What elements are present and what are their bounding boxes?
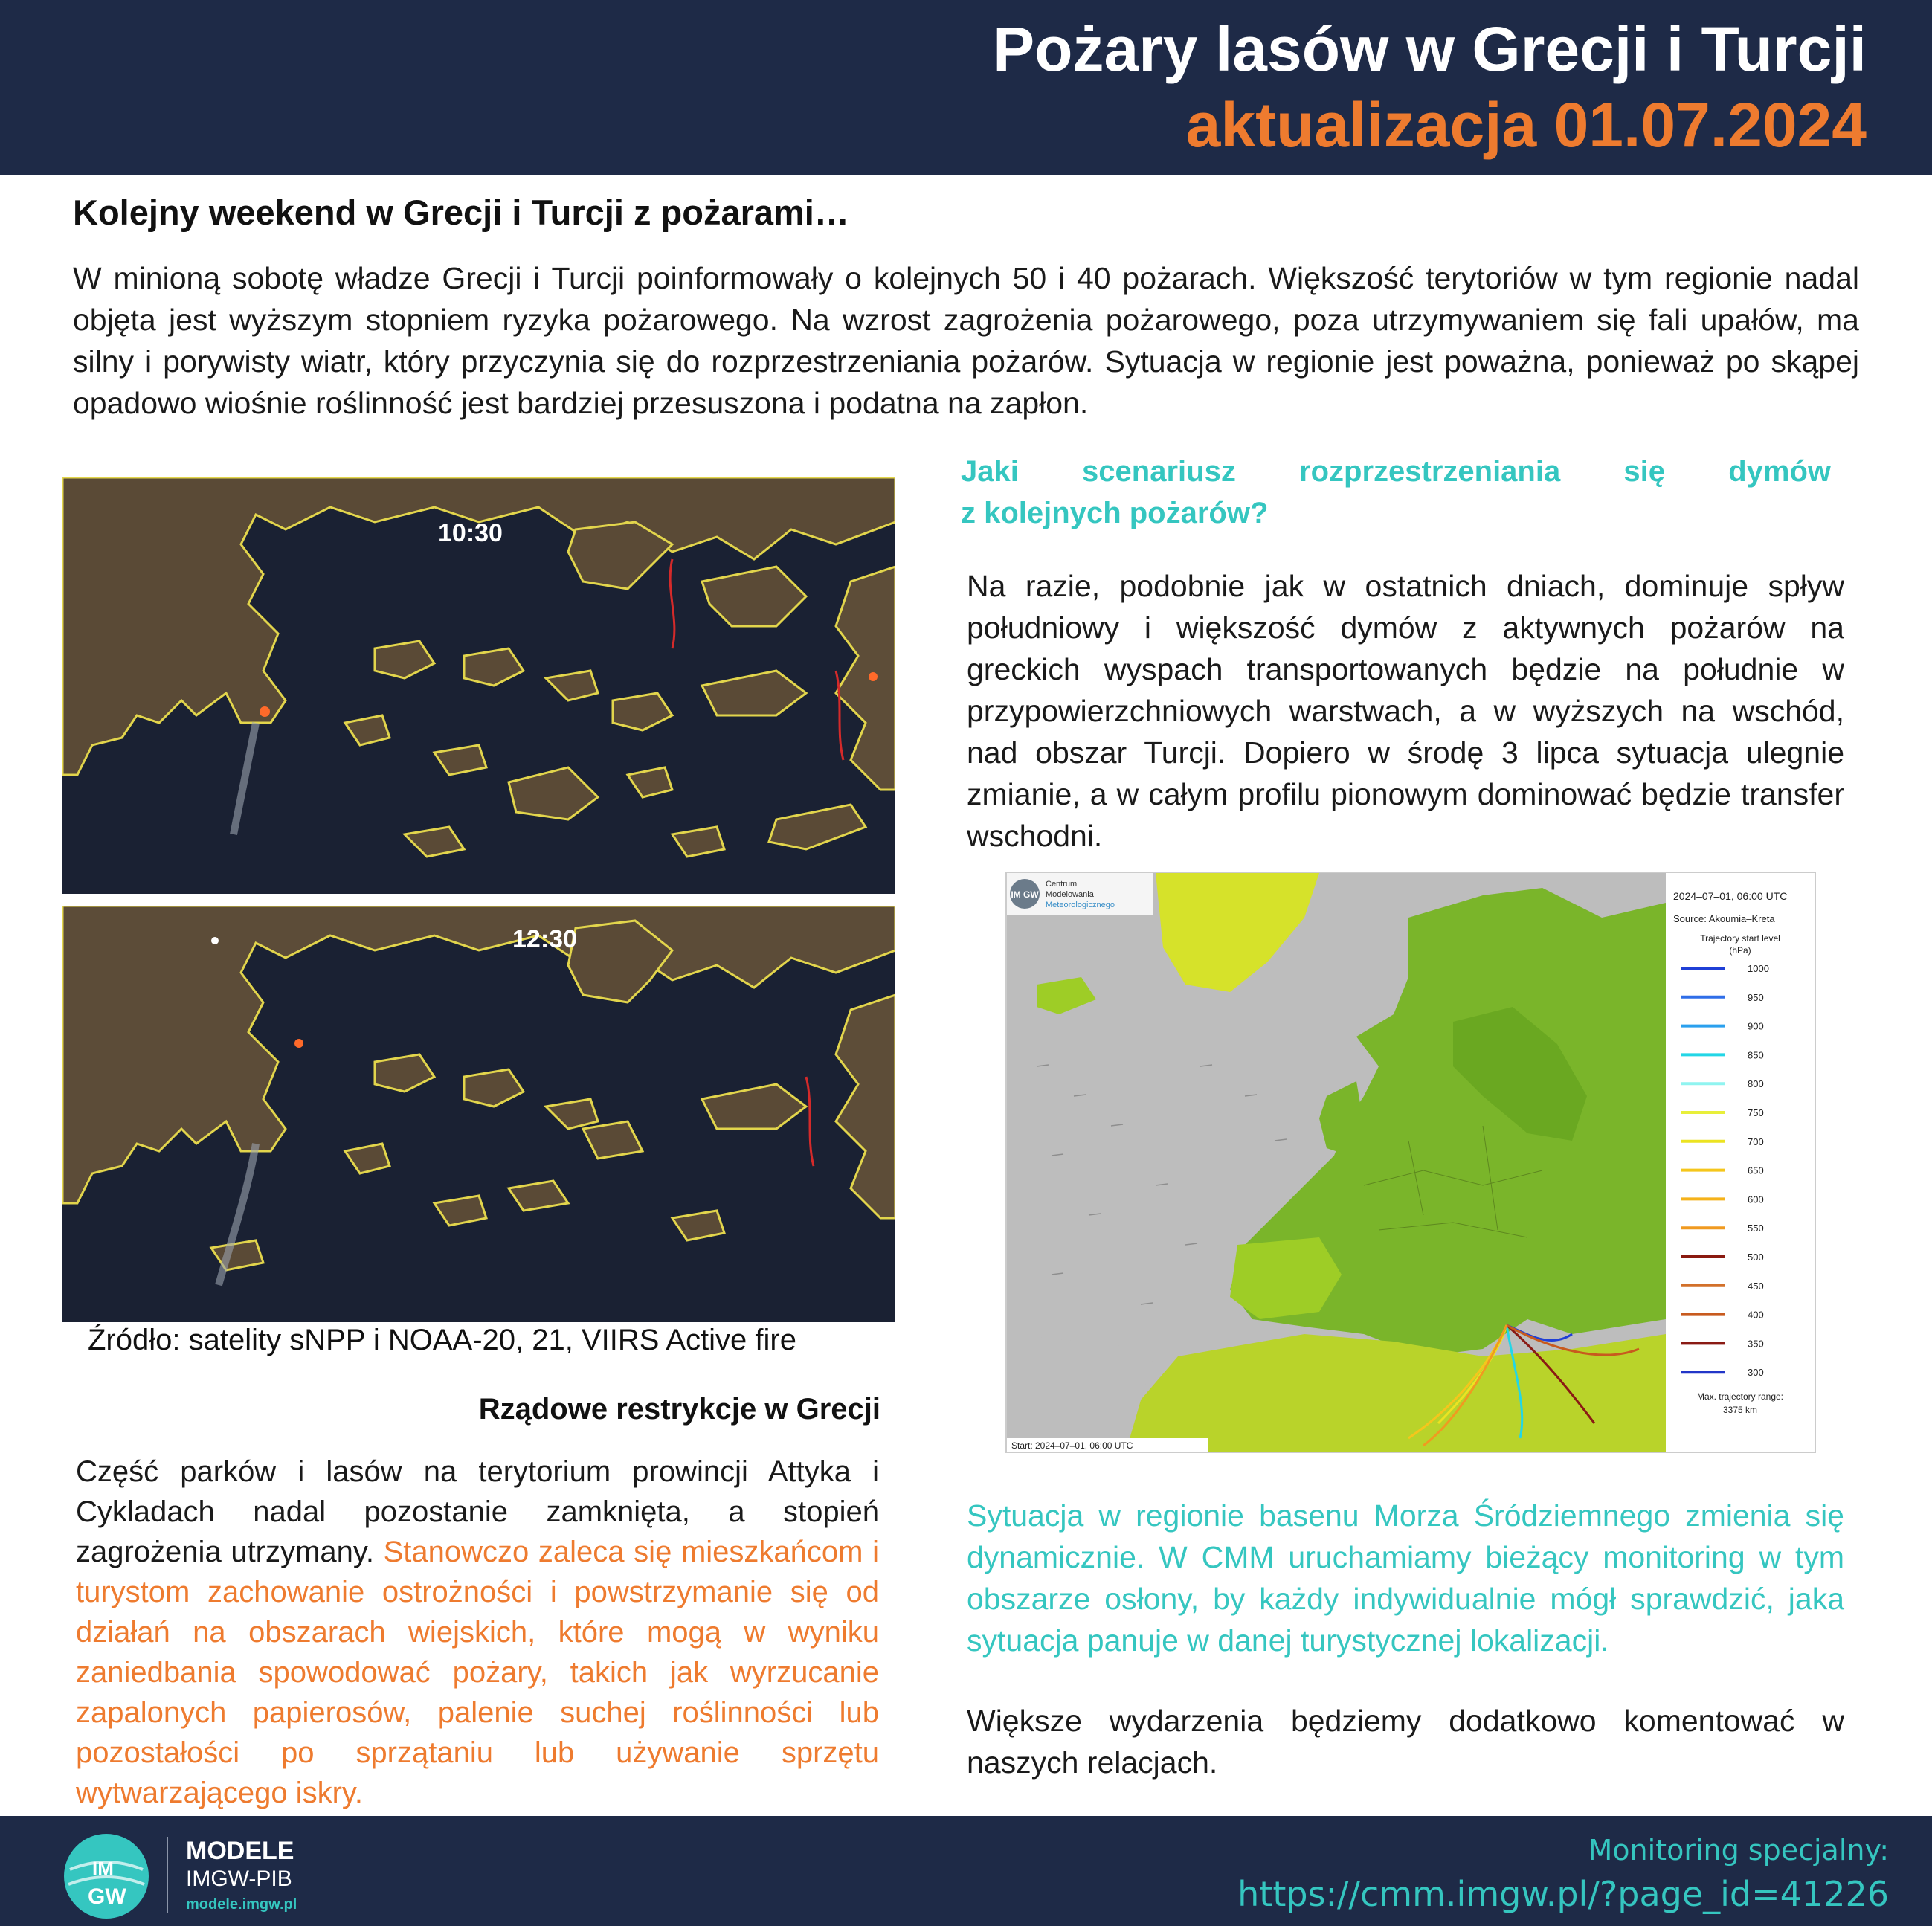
traj-datetime: 2024–07–01, 06:00 UTC xyxy=(1673,890,1788,902)
lead-paragraph: W minioną sobotę władze Grecji i Turcji poinformowały o kolejnych 50 i 40 pożarach. Większość terytoriów w tym regionie nadal objęta jest wyższym stopniem ryzyka pożarowego. Na wzrost zagrożenia pożarowego, poza utrzymywaniem się fali upałów, ma silny i porywisty wiatr, który przyczynia się do rozprzestrzeniania pożarów. Sytuacja w regionie jest poważna, ponieważ po skąpej opadowo wiośnie roślinność jest bardziej przesuszona i podatna na zapłon. xyxy=(73,261,1859,420)
restrictions-paragraph xyxy=(76,1452,879,1813)
brand-name: MODELE xyxy=(186,1837,294,1865)
traj-legend xyxy=(1681,963,1769,1378)
more-events-paragraph: Większe wydarzenia będziemy dodatkowo komentować w naszych relacjach. xyxy=(967,1704,1844,1780)
legend-label-800: 800 xyxy=(1748,1078,1764,1090)
legend-label-850: 850 xyxy=(1748,1049,1764,1061)
legend-label-1000: 1000 xyxy=(1748,963,1769,974)
legend-label-700: 700 xyxy=(1748,1136,1764,1147)
legend-label-750: 750 xyxy=(1748,1107,1764,1118)
brand-separator xyxy=(167,1837,168,1913)
legend-label-650: 650 xyxy=(1748,1165,1764,1176)
legend-label-450: 450 xyxy=(1748,1280,1764,1292)
satellite-map-1230 xyxy=(62,906,895,1322)
traj-org-line3: Meteorologicznego xyxy=(1046,901,1115,909)
legend-label-950: 950 xyxy=(1748,991,1764,1003)
legend-label-600: 600 xyxy=(1748,1194,1764,1205)
satellite-time-1: 10:30 xyxy=(438,519,503,547)
traj-start-label: Start: 2024–07–01, 06:00 UTC xyxy=(1011,1440,1133,1451)
scenario-question-line2: z kolejnych pożarów? xyxy=(961,497,1269,529)
scenario-paragraph: Na razie, podobnie jak w ostatnich dniach, dominuje spływ południowy i większość dymów z aktywnych pożarów na greckich wyspach transportowanych będzie na południe w przypowierzchniowych warstwach, a w wyższych na wschód, nad obszar Turcji. Dopiero w środę 3 lipca sytuacja ulegnie zmianie, a w całym profilu pionowym dominować będzie transfer wschodni. xyxy=(967,569,1844,853)
trajectory-map-graphic xyxy=(1007,873,1815,1452)
traj-legend-title-1: Trajectory start level xyxy=(1700,933,1780,944)
restrictions-heading: Rządowe restrykcje w Grecji xyxy=(478,1393,880,1426)
legend-label-550: 550 xyxy=(1748,1223,1764,1234)
traj-org-line2: Modelowania xyxy=(1046,890,1094,899)
legend-label-350: 350 xyxy=(1748,1338,1764,1350)
legend-label-900: 900 xyxy=(1748,1020,1764,1032)
header-banner xyxy=(0,0,1932,175)
brand-url[interactable]: modele.imgw.pl xyxy=(186,1896,297,1913)
restrictions-plain: Część parków i lasów na terytorium prowincji Attyka i Cykladach nadal pozostanie zamknięta, a stopień zagrożenia utrzymany. xyxy=(76,1455,879,1568)
page-title: Pożary lasów w Grecji i Turcji xyxy=(993,14,1867,84)
traj-max-range-1: Max. trajectory range: xyxy=(1696,1391,1784,1402)
scenario-question xyxy=(961,451,1831,534)
restrictions-highlight: Stanowczo zaleca się mieszkańcom i turystom zachowanie ostrożności i powstrzymanie się od działań na obszarach wiejskich, które mogą w wyniku zaniedbania spowodować pożary, takich jak wyrzucanie zapalonych papierosów, palenie suchej roślinności lub pozostałości po sprzątaniu lub używanie sprzętu wytwarzającego iskry. xyxy=(76,1536,879,1809)
situation-paragraph: Sytuacja w regionie basenu Morza Śródziemnego zmienia się dynamicznie. W CMM uruchamiamy bieżący monitoring w tym obszarze osłony, by każdy indywidualnie mógł sprawdzić, jaka sytuacja panuje w danej turystycznej lokalizacji. xyxy=(967,1498,1844,1658)
traj-logo-text: IM GW xyxy=(1011,889,1039,900)
imgw-logo-icon xyxy=(62,1832,150,1920)
monitoring-label: Monitoring specjalny: xyxy=(1588,1834,1889,1867)
legend-label-500: 500 xyxy=(1748,1252,1764,1263)
logo-text-1: IM xyxy=(92,1858,114,1880)
brand-org: IMGW-PIB xyxy=(186,1867,292,1891)
trajectory-map xyxy=(1005,872,1816,1453)
legend-label-400: 400 xyxy=(1748,1309,1764,1321)
scenario-question-line1: Jaki scenariusz rozprzestrzeniania się dymów xyxy=(961,455,1831,488)
logo-text-2: GW xyxy=(88,1884,126,1909)
satellite-image-1230 xyxy=(62,906,895,1322)
satellite-image-1030 xyxy=(62,477,895,894)
satellite-source: Źródło: satelity sNPP i NOAA-20, 21, VIIRS Active fire xyxy=(88,1324,796,1356)
monitoring-link[interactable]: https://cmm.imgw.pl/?page_id=41226 xyxy=(1237,1874,1889,1914)
traj-source: Source: Akoumia–Kreta xyxy=(1673,913,1775,924)
traj-legend-title-2: (hPa) xyxy=(1729,945,1751,956)
traj-max-range-2: 3375 km xyxy=(1722,1405,1758,1415)
legend-label-300: 300 xyxy=(1748,1367,1764,1379)
lead-heading: Kolejny weekend w Grecji i Turcji z pożarami… xyxy=(73,193,849,232)
satellite-time-2: 12:30 xyxy=(512,925,577,953)
update-date: aktualizacja 01.07.2024 xyxy=(1185,90,1867,160)
traj-org-line1: Centrum xyxy=(1046,880,1078,889)
